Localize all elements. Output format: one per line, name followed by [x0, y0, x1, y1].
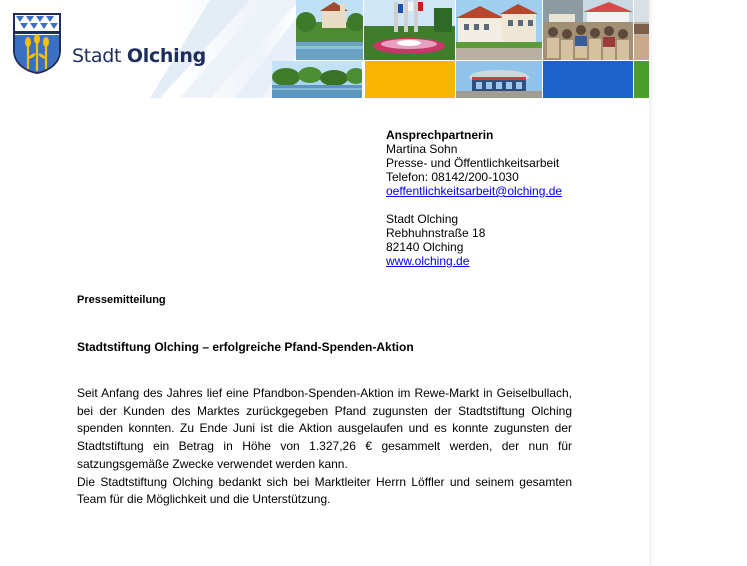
color-block-green [634, 61, 649, 98]
photo-flower-fountain [364, 0, 455, 60]
photo-modern-building [456, 61, 542, 98]
document-title: Stadtstiftung Olching – erfolgreiche Pfand-Spenden-Aktion [77, 340, 414, 354]
photo-trees-water [272, 61, 362, 98]
letterhead-banner [0, 0, 649, 98]
contact-city: 82140 Olching [386, 240, 464, 254]
city-name-bold: Olching [126, 45, 206, 67]
contact-org: Stadt Olching [386, 212, 459, 226]
contact-department: Presse- und Öffentlichkeitsarbeit [386, 156, 560, 170]
contact-heading: Ansprechpartnerin [386, 128, 494, 142]
contact-email-link[interactable]: oeffentlichkeitsarbeit@olching.de [386, 184, 563, 198]
photo-market-edge [634, 0, 649, 60]
photo-town-building [456, 0, 542, 60]
body-paragraph-2: Die Stadtstiftung Olching bedankt sich bei Marktleiter Herrn Löffler und seinem gesamten Team für die Möglichkeit und die Unterstützung. [77, 474, 572, 507]
olching-coat-of-arms-icon [12, 12, 62, 74]
color-block-yellow [365, 61, 455, 98]
document-kind: Pressemitteilung [77, 294, 166, 306]
color-block-blue [543, 61, 633, 98]
photo-market-crowd [543, 0, 633, 60]
contact-street: Rebhuhnstraße 18 [386, 226, 486, 240]
contact-name: Martina Sohn [386, 142, 458, 156]
contact-website-link[interactable]: www.olching.de [386, 254, 470, 268]
contact-spacer [386, 198, 562, 212]
page-edge-shadow [649, 0, 747, 566]
photo-castle-lake [296, 0, 363, 60]
body-paragraph-1: Seit Anfang des Jahres lief eine Pfandbon-Spenden-Aktion im Rewe-Markt in Geiselbullach, bei der Kunden des Marktes zurückgegeben Pfand zugunsten der Stadtstiftung Olching spenden konnten. Zu Ende Juni ist die Aktion ausgelaufen und es konnte zugunsten der Stadtstiftung ein Betrag in Höhe von 1.327,26 € gesammelt werden, der nun für satzungsgemäße Zwecke verwendet werden kann. [77, 386, 572, 471]
contact-phone: Telefon: 08142/200-1030 [386, 170, 519, 184]
city-name-prefix: Stadt [72, 45, 127, 67]
city-name-logo [72, 45, 206, 67]
document-body [77, 385, 572, 509]
contact-block [386, 128, 562, 268]
